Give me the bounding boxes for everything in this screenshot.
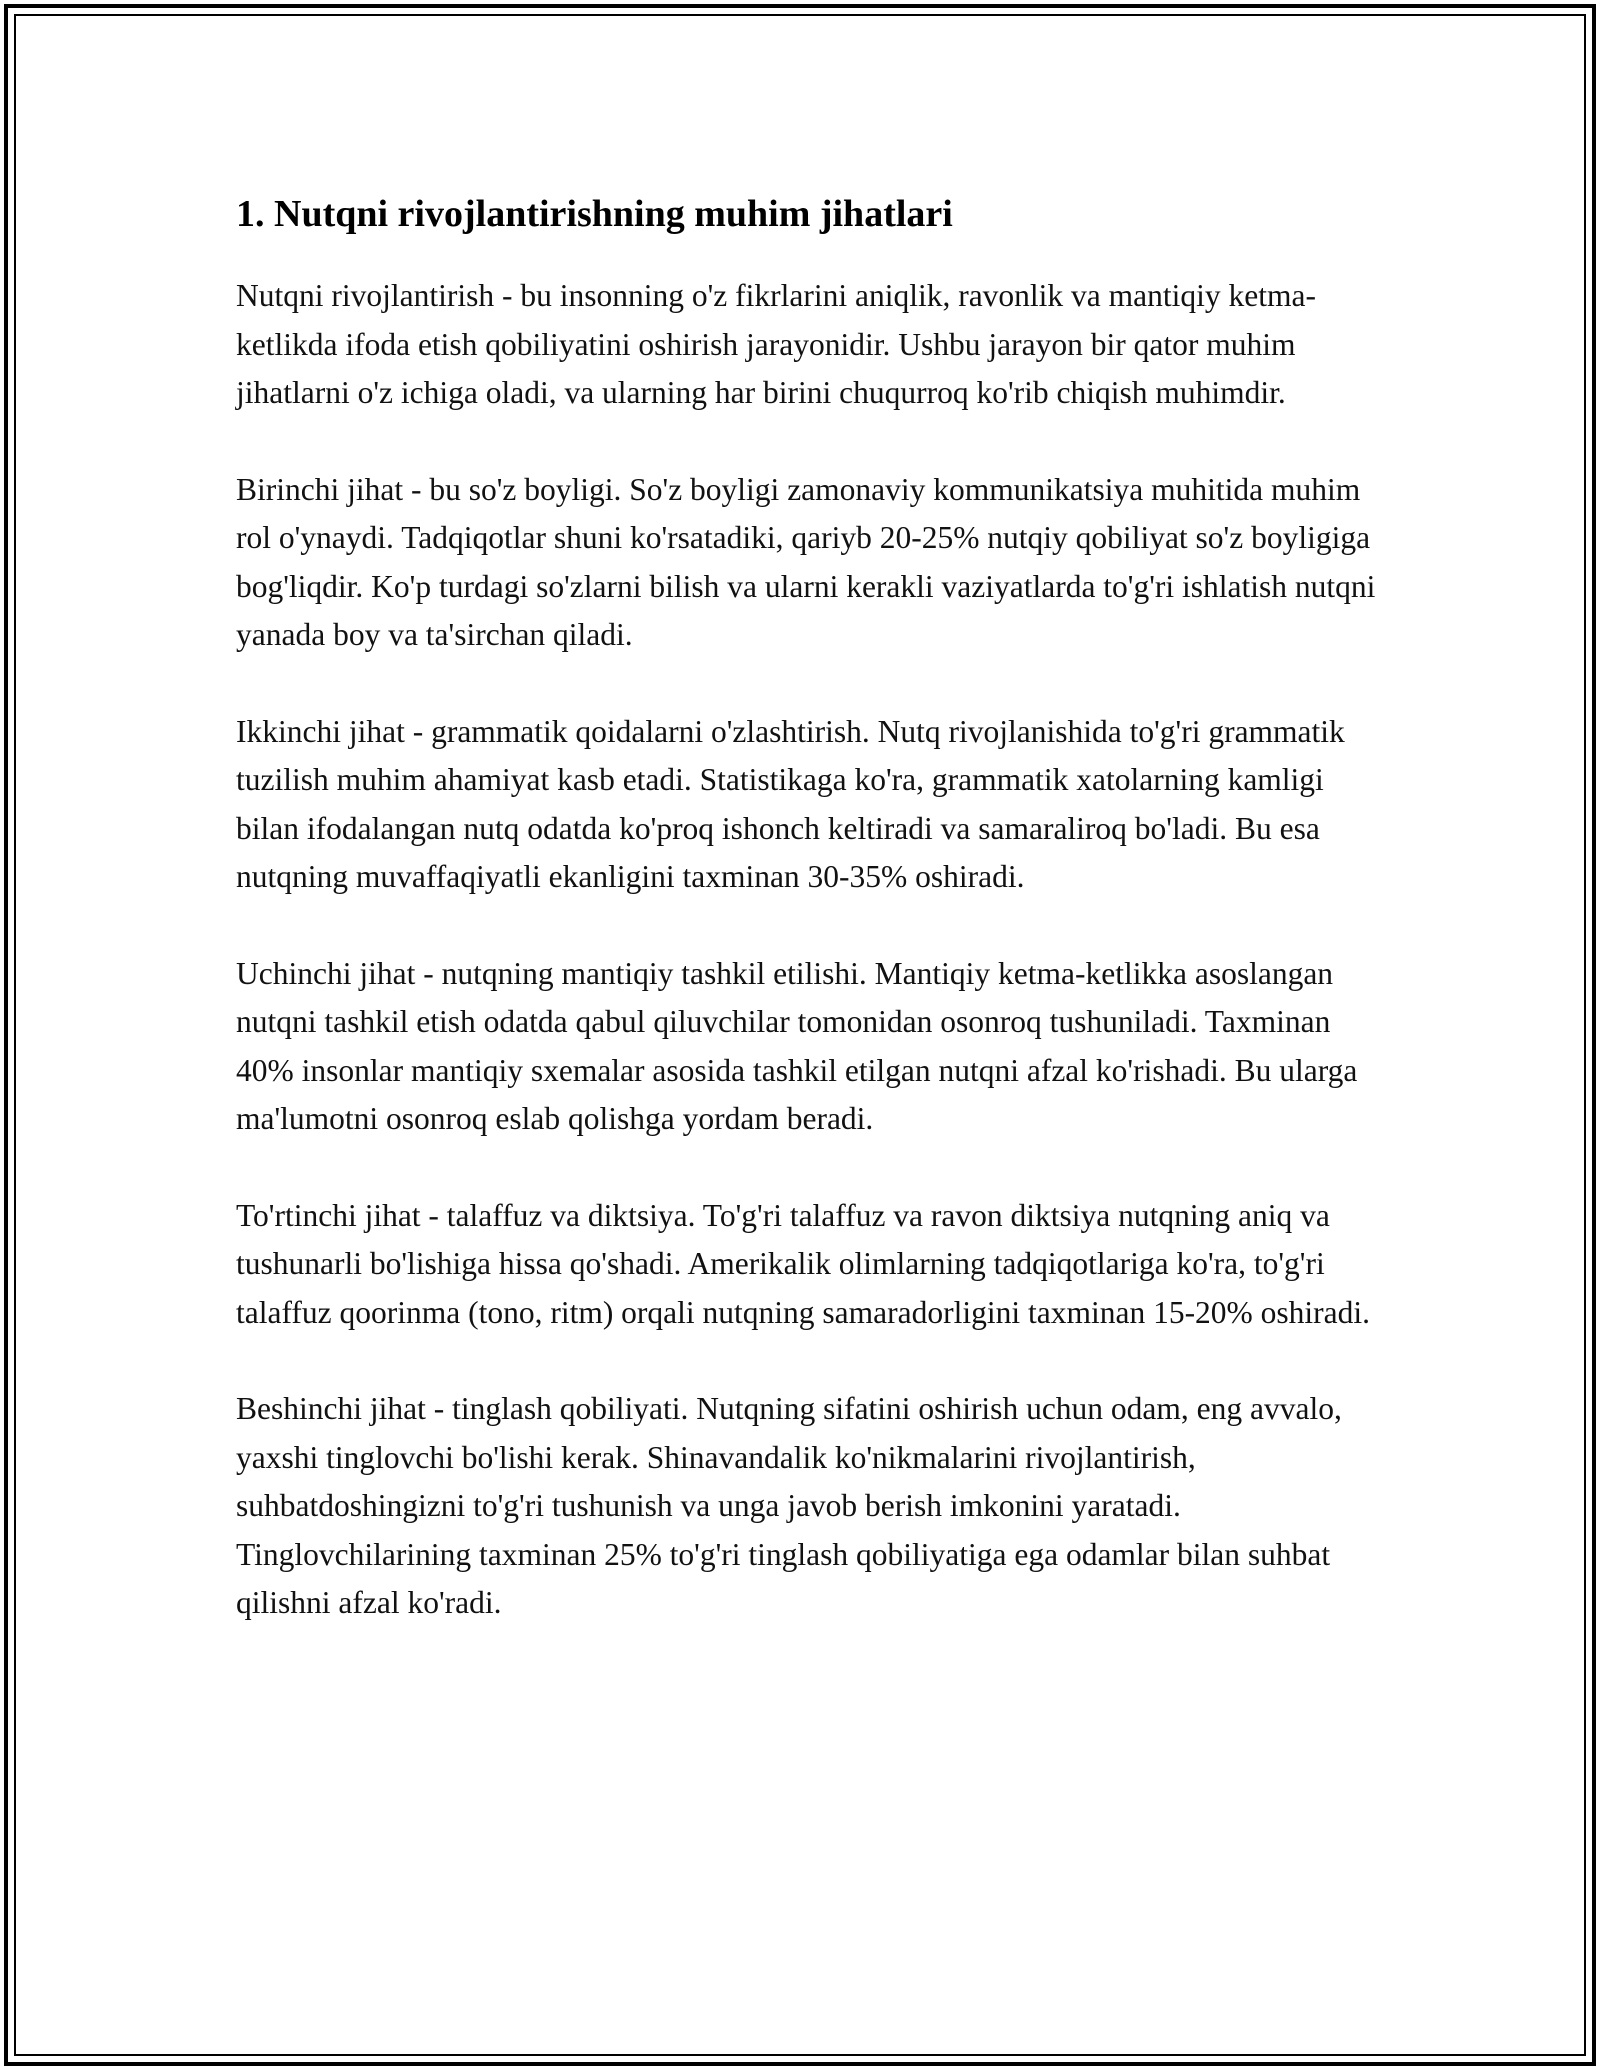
paragraph-logical-organization: Uchinchi jihat - nutqning mantiqiy tashkil etilishi. Mantiqiy ketma-ketlikka asoslangan nutqni tashkil etish odatda qabul qiluvchilar tomonidan osonroq tushuniladi. Taxminan 40% insonlar mantiqiy sxemalar asosida tashkil etilgan nutqni afzal ko'rishadi. Bu ularga ma'lumotni osonroq eslab qolishga yordam beradi. (236, 955, 1358, 1136)
paragraph-pronunciation: To'rtinchi jihat - talaffuz va diktsiya. To'g'ri talaffuz va ravon diktsiya nutqning aniq va tushunarli bo'lishiga hissa qo'shadi. Amerikalik olimlarning tadqiqotlariga ko'ra, to'g'ri talaffuz qoorinma (tono, ritm) orqali nutqning samaradorligini taxminan 15-20% oshiradi. (236, 1197, 1371, 1330)
document-body (236, 186, 1376, 1628)
paragraph-listening: Beshinchi jihat - tinglash qobiliyati. Nutqning sifatini oshirish uchun odam, eng avvalo, yaxshi tinglovchi bo'lishi kerak. Shinavandalik ko'nikmalarini rivojlantirish, suhbatdoshingizni to'g'ri tushunish va unga javob berish imkonini yaratadi. Tinglovchilarining taxminan 25% to'g'ri tinglash qobiliyatiga ega odamlar bilan suhbat qilishni afzal ko'radi. (236, 1391, 1342, 1620)
paragraph-introduction: Nutqni rivojlantirish - bu insonning o'z fikrlarini aniqlik, ravonlik va mantiqiy ketma-ketlikda ifoda etish qobiliyatini oshirish jarayonidir. Ushbu jarayon bir qator muhim jihatlarni o'z ichiga oladi, va ularning har birini chuqurroq ko'rib chiqish muhimdir. (236, 278, 1316, 410)
document-title: 1. Nutqni rivojlantirishning muhim jihatlari (236, 193, 953, 235)
paragraph-vocabulary: Birinchi jihat - bu so'z boyligi. So'z boyligi zamonaviy kommunikatsiya muhitida muhim rol o'ynaydi. Tadqiqotlar shuni ko'rsatadiki, qariyb 20-25% nutqiy qobiliyat so'z boyligiga bog'liqdir. Ko'p turdagi so'zlarni bilish va ularni kerakli vaziyatlarda to'g'ri ishlatish nutqni yanada boy va ta'sirchan qiladi. (236, 471, 1376, 652)
paragraph-grammar: Ikkinchi jihat - grammatik qoidalarni o'zlashtirish. Nutq rivojlanishida to'g'ri grammatik tuzilish muhim ahamiyat kasb etadi. Statistikaga ko'ra, grammatik xatolarning kamligi bilan ifodalangan nutq odatda ko'proq ishonch keltiradi va samaraliroq bo'ladi. Bu esa nutqning muvaffaqiyatli ekanligini taxminan 30-35% oshiradi. (236, 713, 1345, 894)
